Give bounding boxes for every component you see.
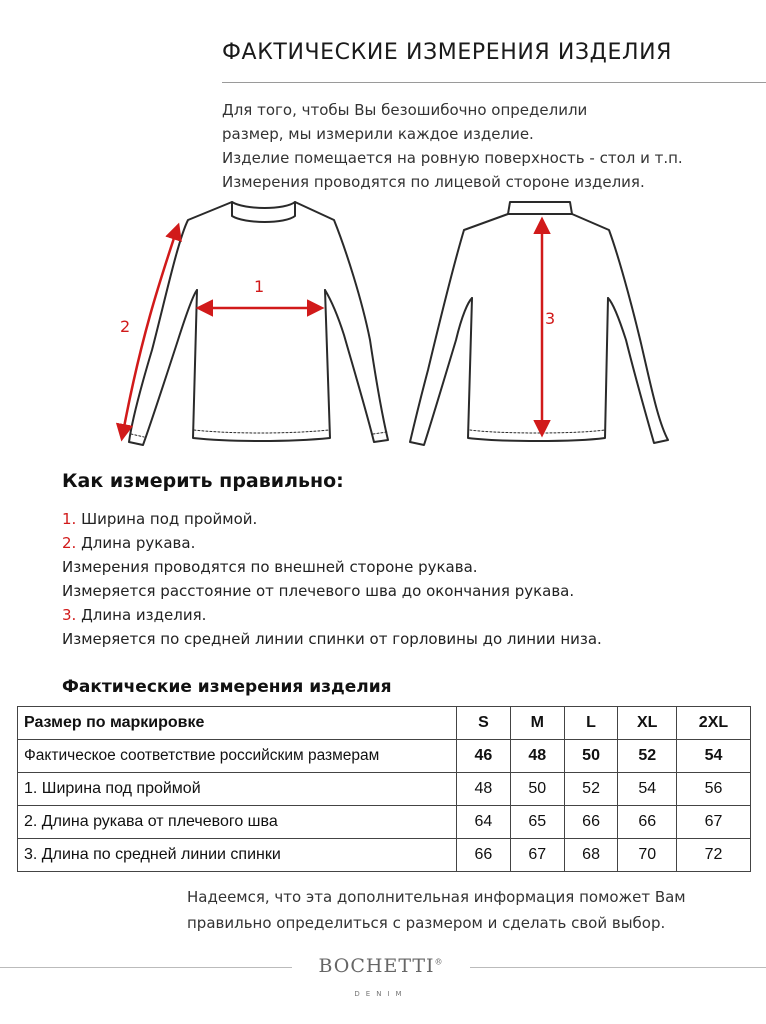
table-cell: 72 <box>676 839 750 872</box>
instruction-text: Измеряется расстояние от плечевого шва до окончания рукава. <box>62 582 575 600</box>
how-to-title: Как измерить правильно: <box>62 470 344 492</box>
table-cell: 66 <box>457 839 511 872</box>
instruction-line <box>62 603 602 627</box>
table-cell: 70 <box>618 839 676 872</box>
table-cell: 65 <box>510 806 564 839</box>
table-cell: 54 <box>618 773 676 806</box>
table-header-row <box>18 707 751 740</box>
size-header: L <box>564 707 618 740</box>
instruction-text: Длина рукава. <box>76 534 196 552</box>
table-cell: 64 <box>457 806 511 839</box>
instruction-line <box>62 507 602 531</box>
instruction-number: 2. <box>62 534 77 552</box>
intro-line: размер, мы измерили каждое изделие. <box>222 125 534 143</box>
instruction-text: Ширина под проймой. <box>76 510 258 528</box>
instruction-line <box>62 555 602 579</box>
instruction-text: Длина изделия. <box>76 606 207 624</box>
table-cell: 50 <box>510 773 564 806</box>
garment-diagram <box>0 190 766 460</box>
table-cell: 52 <box>618 740 676 773</box>
table-title: Фактические измерения изделия <box>62 677 392 697</box>
row-label: 2. Длина рукава от плечевого шва <box>18 806 457 839</box>
sleeve-label: 2 <box>120 317 131 336</box>
table-cell: 54 <box>676 740 750 773</box>
instruction-text: Измеряется по средней линии спинки от горловины до линии низа. <box>62 630 602 648</box>
sweater-back-illustration <box>410 202 668 445</box>
sleeve-measure-arrow <box>122 226 178 438</box>
intro-text <box>222 98 683 194</box>
width-label: 1 <box>254 277 265 296</box>
intro-line: Измерения проводятся по лицевой стороне изделия. <box>222 173 645 191</box>
table-row <box>18 806 751 839</box>
size-header: XL <box>618 707 676 740</box>
page-title: ФАКТИЧЕСКИЕ ИЗМЕРЕНИЯ ИЗДЕЛИЯ <box>222 40 673 65</box>
closing-note-line: правильно определиться с размером и сделать свой выбор. <box>187 914 666 932</box>
table-cell: 46 <box>457 740 511 773</box>
table-cell: 66 <box>564 806 618 839</box>
instruction-number: 3. <box>62 606 77 624</box>
instruction-line <box>62 627 602 651</box>
instructions-list <box>62 507 602 651</box>
brand-subtitle: DENIM <box>354 990 408 998</box>
footer-divider-left <box>0 967 292 968</box>
row-label: Фактическое соответствие российским размерам <box>18 740 457 773</box>
footer-divider-right <box>470 967 766 968</box>
table-cell: 67 <box>510 839 564 872</box>
intro-line: Для того, чтобы Вы безошибочно определили <box>222 101 588 119</box>
instruction-line <box>62 531 602 555</box>
table-cell: 52 <box>564 773 618 806</box>
table-cell: 48 <box>457 773 511 806</box>
registered-mark: ® <box>434 957 444 967</box>
length-label: 3 <box>545 309 556 328</box>
size-header: 2XL <box>676 707 750 740</box>
closing-note <box>187 884 686 936</box>
instruction-number: 1. <box>62 510 77 528</box>
brand-logo <box>292 955 470 977</box>
sweater-front-illustration <box>129 202 388 445</box>
table-row <box>18 839 751 872</box>
size-header: M <box>510 707 564 740</box>
table-cell: 68 <box>564 839 618 872</box>
instruction-line <box>62 579 602 603</box>
instruction-text: Измерения проводятся по внешней стороне рукава. <box>62 558 478 576</box>
size-header: S <box>457 707 511 740</box>
table-cell: 48 <box>510 740 564 773</box>
brand-name: BOCHETTI <box>318 955 435 977</box>
table-cell: 50 <box>564 740 618 773</box>
title-divider <box>222 82 766 83</box>
table-row <box>18 773 751 806</box>
table-cell: 67 <box>676 806 750 839</box>
row-label: 1. Ширина под проймой <box>18 773 457 806</box>
row-label: 3. Длина по средней линии спинки <box>18 839 457 872</box>
table-cell: 56 <box>676 773 750 806</box>
intro-line: Изделие помещается на ровную поверхность - стол и т.п. <box>222 149 683 167</box>
size-table <box>17 706 751 872</box>
closing-note-line: Надеемся, что эта дополнительная информация поможет Вам <box>187 888 686 906</box>
table-row <box>18 740 751 773</box>
table-cell: 66 <box>618 806 676 839</box>
header-label: Размер по маркировке <box>18 707 457 740</box>
